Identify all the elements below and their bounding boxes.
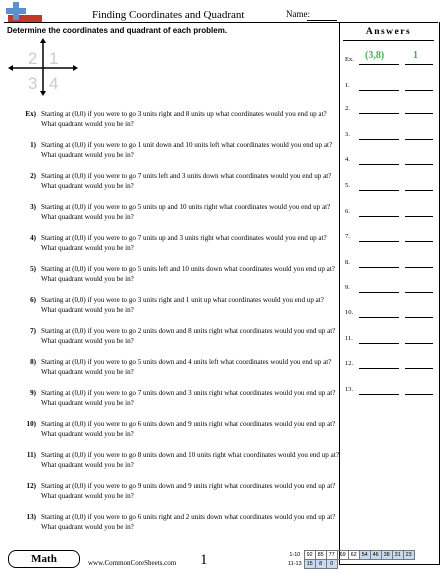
answer-quadrant-line[interactable] — [405, 139, 433, 140]
answer-coordinates-line[interactable] — [359, 267, 399, 268]
problem-text: Starting at (0,0) if you were to go 7 units down and 3 units right what coordinates would you end up at? What quadrant would you be in? — [41, 389, 336, 407]
answer-coordinates-line[interactable] — [359, 241, 399, 242]
answer-label: 13. — [345, 386, 354, 393]
problem-text: Starting at (0,0) if you were to go 5 units up and 10 units right what coordinates would you end up at? What quadrant would you be in? — [41, 203, 331, 221]
answer-label: 12. — [345, 360, 354, 367]
instructions: Determine the coordinates and quadrant of each problem. — [7, 26, 228, 35]
problem-text: Starting at (0,0) if you were to go 8 units down and 10 units right what coordinates would you end up at? What quadrant would you be in? — [41, 451, 339, 469]
problem-text: Starting at (0,0) if you were to go 1 unit down and 10 units left what coordinates would you end up at? What quadrant would you be in? — [41, 141, 333, 159]
subject-badge: Math — [8, 550, 80, 568]
answer-row-example — [345, 50, 437, 66]
problem-text: Starting at (0,0) if you were to go 5 units left and 10 units down what coordinates would you end up at? What quadrant would you be in? — [41, 265, 335, 283]
answer-label: 2. — [345, 105, 350, 112]
problem-text: Starting at (0,0) if you were to go 6 units right and 2 units down what coordinates would you end up at? What quadrant would you be in? — [41, 513, 336, 531]
answer-quadrant-line[interactable] — [405, 267, 433, 268]
answer-label: 4. — [345, 156, 350, 163]
answer-row — [345, 335, 437, 345]
answer-quadrant-line[interactable] — [405, 113, 433, 114]
answer-row — [345, 208, 437, 218]
answer-coordinates-line[interactable] — [359, 343, 399, 344]
score-cell: 23 — [403, 551, 414, 560]
quadrant-label-2: 2 — [28, 49, 38, 68]
answer-row — [345, 360, 437, 370]
answer-coordinates-line[interactable] — [359, 139, 399, 140]
score-cell: 77 — [326, 551, 337, 560]
quadrant-label-1: 1 — [49, 49, 59, 68]
quadrant-label-4: 4 — [49, 74, 59, 93]
problem-number: 4) — [30, 234, 36, 242]
answers-title: Answers — [365, 27, 412, 37]
problem-number: 10) — [26, 420, 36, 428]
answer-label: 9. — [345, 284, 350, 291]
answer-row — [345, 259, 437, 269]
answer-coordinates-line[interactable] — [359, 368, 399, 369]
quadrant-diagram — [8, 38, 78, 96]
problem-text: Starting at (0,0) if you were to go 7 units left and 3 units down what coordinates would you end up at? What quadrant would you be in? — [41, 172, 332, 190]
answer-row — [345, 182, 437, 192]
answer-row — [345, 284, 437, 294]
problem-number: 11) — [26, 451, 36, 459]
answer-coordinates-line[interactable] — [359, 90, 399, 91]
score-cell: 54 — [359, 551, 370, 560]
problem-text: Starting at (0,0) if you were to go 9 units down and 9 units right what coordinates would you end up at? What quadrant would you be in? — [41, 482, 336, 500]
answer-label: 8. — [345, 259, 350, 266]
answer-coordinates-line[interactable] — [359, 190, 399, 191]
problem-number: 13) — [26, 513, 36, 521]
score-row — [287, 551, 414, 560]
problem-number: 9) — [30, 389, 36, 397]
page-number: 1 — [200, 552, 208, 568]
answer-row — [345, 309, 437, 319]
score-table — [287, 550, 415, 569]
score-row-label: 11-13 — [288, 561, 302, 567]
answer-row — [345, 105, 437, 115]
answer-label: 6. — [345, 208, 350, 215]
score-cell: 46 — [370, 551, 381, 560]
answer-row — [345, 82, 437, 92]
problem-number: 6) — [30, 296, 36, 304]
score-cell: 38 — [381, 551, 392, 560]
answer-row — [345, 131, 437, 141]
problem-text: Starting at (0,0) if you were to go 2 units down and 8 units right what coordinates would you end up at? What quadrant would you be in? — [41, 327, 336, 345]
score-cell: 69 — [337, 551, 348, 560]
problem-number: 3) — [30, 203, 36, 211]
answers-title-divider — [343, 40, 434, 41]
answer-quadrant-line[interactable] — [405, 190, 433, 191]
answer-label: 11. — [345, 335, 353, 342]
answer-quadrant-line[interactable] — [405, 164, 433, 165]
answer-quadrant-line[interactable] — [405, 317, 433, 318]
problem-text: Starting at (0,0) if you were to go 7 units up and 3 units right what coordinates would you end up at? What quadrant would you be in? — [41, 234, 327, 252]
problem-text: Starting at (0,0) if you were to go 6 units down and 9 units right what coordinates would you end up at? What quadrant would you be in? — [41, 420, 336, 438]
score-cell: 85 — [315, 551, 326, 560]
answer-coordinates-line[interactable] — [359, 292, 399, 293]
score-cell: 92 — [304, 551, 315, 560]
score-cell: 8 — [315, 560, 326, 569]
problem-text: Starting at (0,0) if you were to go 3 units right and 8 units up what coordinates would you end up at? What quadrant would you be in? — [41, 110, 327, 128]
score-cell: 15 — [304, 560, 315, 569]
answer-quadrant-line[interactable] — [405, 90, 433, 91]
problem-text: Starting at (0,0) if you were to go 5 units down and 4 units left what coordinates would you end up at? What quadrant would you be in? — [41, 358, 332, 376]
quadrant-label-3: 3 — [28, 74, 38, 93]
answer-label: 5. — [345, 182, 350, 189]
problem-text: Starting at (0,0) if you were to go 3 units right and 1 unit up what coordinates would you end up at? What quadrant would you be in? — [41, 296, 324, 314]
answer-row — [345, 233, 437, 243]
answer-label: 1. — [345, 82, 350, 89]
answer-quadrant-line[interactable] — [405, 394, 433, 395]
answer-label: 3. — [345, 131, 350, 138]
answer-coordinates-line[interactable] — [359, 164, 399, 165]
logo-icon — [4, 2, 44, 24]
answer-quadrant-line[interactable] — [405, 241, 433, 242]
example-quadrant: 1 — [413, 50, 418, 61]
answer-coordinates-line[interactable] — [359, 394, 399, 395]
score-row — [287, 560, 414, 569]
answer-coordinates-line[interactable] — [359, 317, 399, 318]
problem-number: 12) — [26, 482, 36, 490]
footer-url: www.CommonCoreSheets.com — [88, 559, 177, 567]
answer-quadrant-line[interactable] — [405, 368, 433, 369]
problem-number: Ex) — [25, 110, 36, 118]
answer-coordinates-line — [359, 64, 399, 65]
answer-row — [345, 156, 437, 166]
problem-number: 2) — [30, 172, 36, 180]
answer-label: Ex. — [345, 56, 354, 63]
answer-quadrant-line[interactable] — [405, 216, 433, 217]
score-cell: 0 — [326, 560, 337, 569]
answer-coordinates-line[interactable] — [359, 113, 399, 114]
answer-label: 7. — [345, 233, 350, 240]
score-cell: 31 — [392, 551, 403, 560]
answer-label: 10. — [345, 309, 354, 316]
answer-quadrant-line[interactable] — [405, 292, 433, 293]
problem-number: 8) — [30, 358, 36, 366]
score-row-label: 1-10 — [289, 552, 301, 558]
name-label: Name: — [286, 9, 310, 19]
name-field-line[interactable] — [307, 20, 337, 21]
score-cell: 62 — [348, 551, 359, 560]
answer-quadrant-line[interactable] — [405, 343, 433, 344]
answer-coordinates-line[interactable] — [359, 216, 399, 217]
answer-quadrant-line — [405, 64, 433, 65]
problem-number: 1) — [30, 141, 36, 149]
problem-number: 7) — [30, 327, 36, 335]
page-title: Finding Coordinates and Quadrant — [92, 9, 245, 21]
answer-row — [345, 386, 437, 396]
example-coordinates: (3,8) — [365, 50, 385, 61]
problem-number: 5) — [30, 265, 36, 273]
